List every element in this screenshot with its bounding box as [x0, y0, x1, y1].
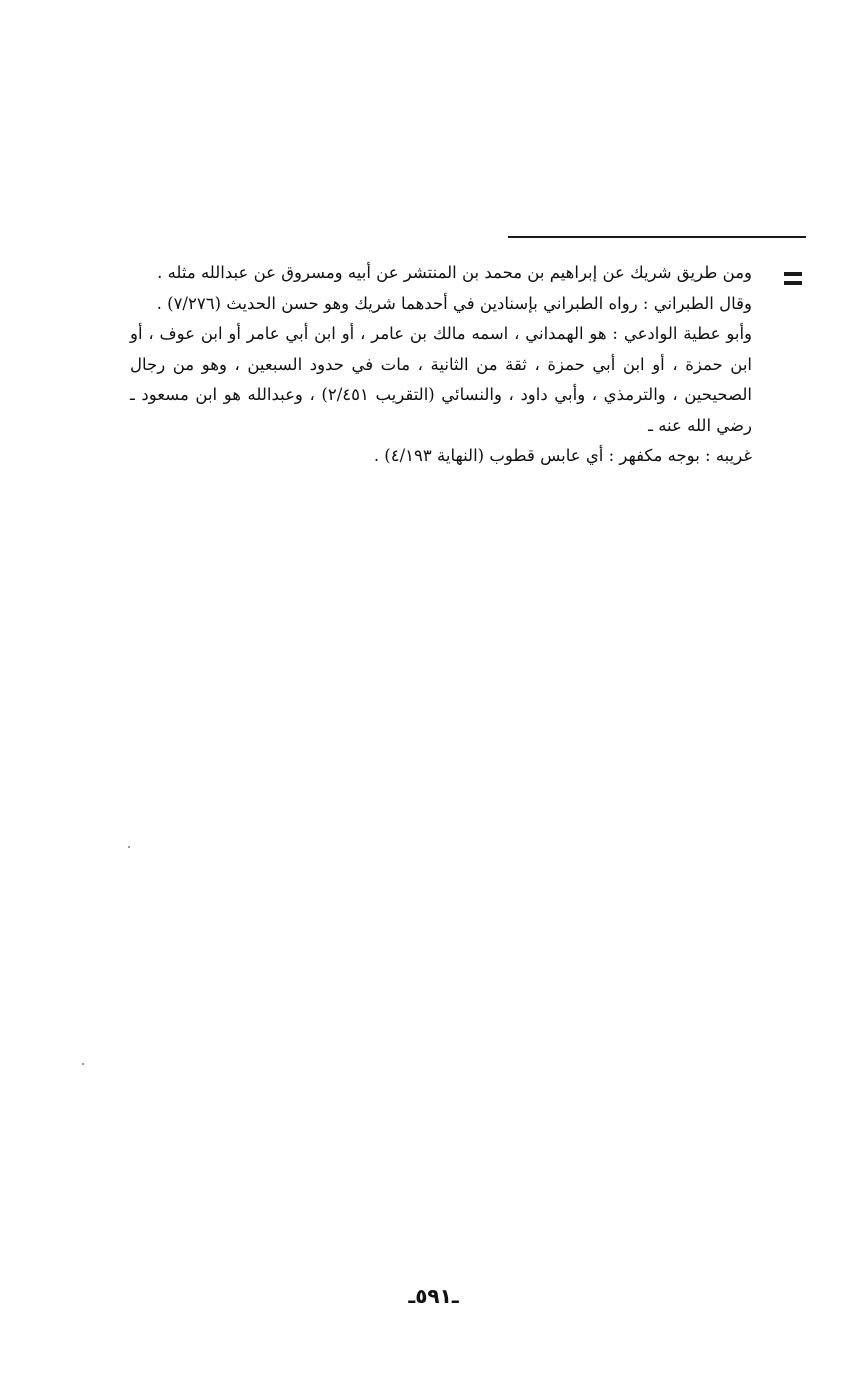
footnote-paragraph: غريبه : بوجه مكفهر : أي عابس قطوب (النهاية ٤/١٩٣) . [373, 446, 752, 465]
continuation-mark [784, 272, 802, 286]
scan-speck [82, 1063, 84, 1065]
footnote-separator-rule [508, 236, 806, 238]
page-number: ـ٥٩١ـ [408, 1284, 459, 1308]
scan-speck [128, 846, 130, 848]
footnotes-block [130, 258, 752, 472]
footnote-paragraph: وأبو عطية الوادعي : هو الهمداني ، اسمه مالك بن عامر ، أو ابن أبي عامر أو ابن عوف ، أو ابن حمزة ، أو ابن أبي حمزة ، ثقة من الثانية ، مات في حدود السبعين ، وهو من رجال الصحيحين ، والترمذي ، وأبي داود ، والنسائي (التقريب ٢/٤٥١) ، وعبدالله هو ابن مسعود ـ رضي الله عنه ـ [130, 324, 752, 435]
footnote-paragraph: وقال الطبراني : رواه الطبراني بإسنادين في أحدهما شريك وهو حسن الحديث (٧/٢٧٦) . [156, 293, 752, 313]
footnote-paragraph: ومن طريق شريك عن إبراهيم بن محمد بن المنتشر عن أبيه ومسروق عن عبدالله مثله . [157, 263, 752, 282]
